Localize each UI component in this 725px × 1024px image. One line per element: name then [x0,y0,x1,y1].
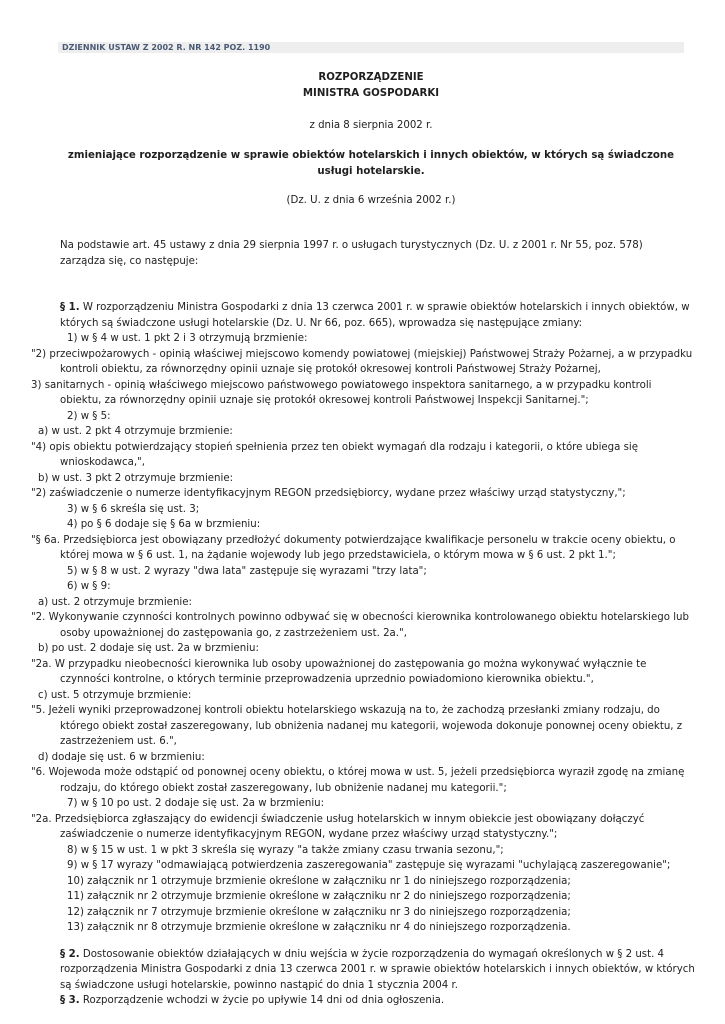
lettered-item: d) dodaje się ust. 6 w brzmieniu: [38,751,205,763]
lettered-item: a) w ust. 2 pkt 4 otrzymuje brzmienie: [38,426,233,437]
numbered-item: 2) w § 5: [67,410,111,422]
numbered-item: 10) załącznik nr 1 otrzymuje brzmienie określone w załączniku nr 1 do niniejszego rozporządzenia; [67,875,571,887]
numbered-item: 3) w § 6 skreśla się ust. 3; [67,503,200,515]
numbered-item: 1) w § 4 w ust. 1 pkt 2 i 3 otrzymują brzmienie: [67,333,308,344]
numbered-item: 11) załącznik nr 2 otrzymuje brzmienie określone w załączniku nr 2 do niniejszego rozporządzenia; [67,891,571,902]
section-2-text: Dostosowanie obiektów działających w dniu wejścia w życie rozporządzenia do wymagań określonych w § 2 ust. 4 rozporządzenia Ministra Gospodarki z dnia 13 czerwca 2001 r. w sprawie obiektów hotelarskich i innych obiektów, w których są świadczone usługi hotelarskie, powinno nastąpić do dnia 1 stycznia 2004 r. [60,948,695,991]
section-2 [0,947,725,994]
lettered-item: b) po ust. 2 dodaje się ust. 2a w brzmieniu: [38,643,259,654]
journal-header: DZIENNIK USTAW Z 2002 R. NR 142 POZ. 1190 [58,42,684,53]
quoted-provision: "4) opis obiektu potwierdzający stopień spełnienia przez ten obiekt wymagań dla rodzaju i kategorii, o które ubiega się wnioskodawca,", [31,441,639,468]
quoted-provision: "2) zaświadczenie o numerze identyfikacyjnym REGON przedsiębiorcy, wydane przez właściwy urząd statystyczny,"; [31,488,626,499]
numbered-item: 12) załącznik nr 7 otrzymuje brzmienie określone w załączniku nr 3 do niniejszego rozporządzenia; [67,906,571,918]
document-title [60,70,682,102]
quoted-provision: "2) przeciwpożarowych - opinią właściwej miejscowo komendy powiatowej (miejskiej) Państwowej Straży Pożarnej, a w przypadku kontroli obiektu, za równorzędny opinii uznaje się protokół okresowej kontroli Państwowej Straży Pożarnej, [31,348,693,375]
document-subject: zmieniające rozporządzenie w sprawie obiektów hotelarskich i innych obiektów, w których są świadczone usługi hotelarskie. [67,150,675,177]
numbered-item: 5) w § 8 w ust. 2 wyrazy "dwa lata" zastępuje się wyrazami "trzy lata"; [67,565,427,577]
section-3-mark: § 3. [60,995,80,1006]
document-body [0,300,725,1009]
numbered-item: 6) w § 9: [67,581,111,592]
section-3 [0,993,725,1009]
quoted-provision: "6. Wojewoda może odstąpić od ponownej oceny obiektu, o której mowa w ust. 5, jeżeli przedsiębiorca wyraził zgodę na zmianę rodzaju, do którego obiekt został zaszeregowany, lub obniżenie nadanej mu kategorii."; [31,767,685,794]
section-3-text: Rozporządzenie wchodzi w życie po upływie 14 dni od dnia ogłoszenia. [79,995,445,1006]
quoted-provision: "5. Jeżeli wyniki przeprowadzonej kontroli obiektu hotelarskiego wskazują na to, że zachodzą przesłanki zmiany rodzaju, do którego obiekt został zaszeregowany, lub obniżenia nadanej mu kategorii, wojewoda dokonuje ponownej oceny obiektu, z zastrzeżeniem ust. 6.", [31,705,683,747]
lettered-item: c) ust. 5 otrzymuje brzmienie: [38,689,192,701]
title-line-2: MINISTRA GOSPODARKI [302,88,440,99]
section-1 [0,300,725,331]
preamble: Na podstawie art. 45 ustawy z dnia 29 sierpnia 1997 r. o usługach turystycznych (Dz. U. z 2001 r. Nr 55, poz. 578) zarządza się, co następuje: [60,240,643,267]
numbered-item: 4) po § 6 dodaje się § 6a w brzmieniu: [67,519,261,530]
publication-reference: (Dz. U. z dnia 6 września 2002 r.) [286,195,456,206]
quoted-provision: "2. Wykonywanie czynności kontrolnych powinno odbywać się w obecności kierownika kontrolowanego obiektu hotelarskiego lub osoby upoważnionej do zastępowania go, z zastrzeżeniem ust. 2a.", [31,612,689,639]
quoted-provision: "2a. W przypadku nieobecności kierownika lub osoby upoważnionej do zastępowania go można wykonywać wyłącznie te czynności kontrolne, o których terminie przeprowadzenia uprzednio powiadomiono kierownika obiektu.", [31,658,647,685]
lettered-item: a) ust. 2 otrzymuje brzmienie: [38,596,192,608]
quoted-provision: "§ 6a. Przedsiębiorca jest obowiązany przedłożyć dokumenty potwierdzające kwalifikacje personelu w trakcie oceny obiektu, o której mowa w § 6 ust. 1, na żądanie wojewody lub jego przedstawiciela, o którym mowa w § 6 ust. 2 pkt 1."; [31,534,676,561]
numbered-item: 8) w § 15 w ust. 1 w pkt 3 skreśla się wyrazy "a także zmiany czasu trwania sezonu,"; [67,844,504,856]
quoted-provision: 3) sanitarnych - opinią właściwego miejscowo państwowego powiatowego inspektora sanitarnego, a w przypadku kontroli obiektu, za równorzędny opinii uznaje się protokół okresowej kontroli Państwowej Inspekcji Sanitarnej."; [31,379,652,406]
numbered-item: 7) w § 10 po ust. 2 dodaje się ust. 2a w brzmieniu: [67,798,325,809]
quoted-provision: "2a. Przedsiębiorca zgłaszający do ewidencji świadczenie usług hotelarskich w innym obiekcie jest obowiązany dołączyć zaświadczenie o numerze identyfikacyjnym REGON, wydane przez właściwy urząd statystyczny."; [31,813,645,840]
section-1-mark: § 1. [60,302,80,313]
lettered-item: b) w ust. 3 pkt 2 otrzymuje brzmienie: [38,472,234,484]
section-2-mark: § 2. [60,948,80,960]
title-line-1: ROZPORZĄDZENIE [318,72,424,83]
document-date: z dnia 8 sierpnia 2002 r. [309,120,433,131]
numbered-item: 9) w § 17 wyrazy "odmawiającą potwierdzenia zaszeregowania" zastępuje się wyrazami "uchylającą zaszeregowanie"; [67,860,671,871]
section-1-text: W rozporządzeniu Ministra Gospodarki z dnia 13 czerwca 2001 r. w sprawie obiektów hotelarskich i innych obiektów, w których są świadczone usługi hotelarskie (Dz. U. Nr 66, poz. 665), wprowadza się następujące zmiany: [60,302,690,329]
amendment-list [0,331,725,936]
numbered-item: 13) załącznik nr 8 otrzymuje brzmienie określone w załączniku nr 4 do niniejszego rozporządzenia. [67,922,571,933]
